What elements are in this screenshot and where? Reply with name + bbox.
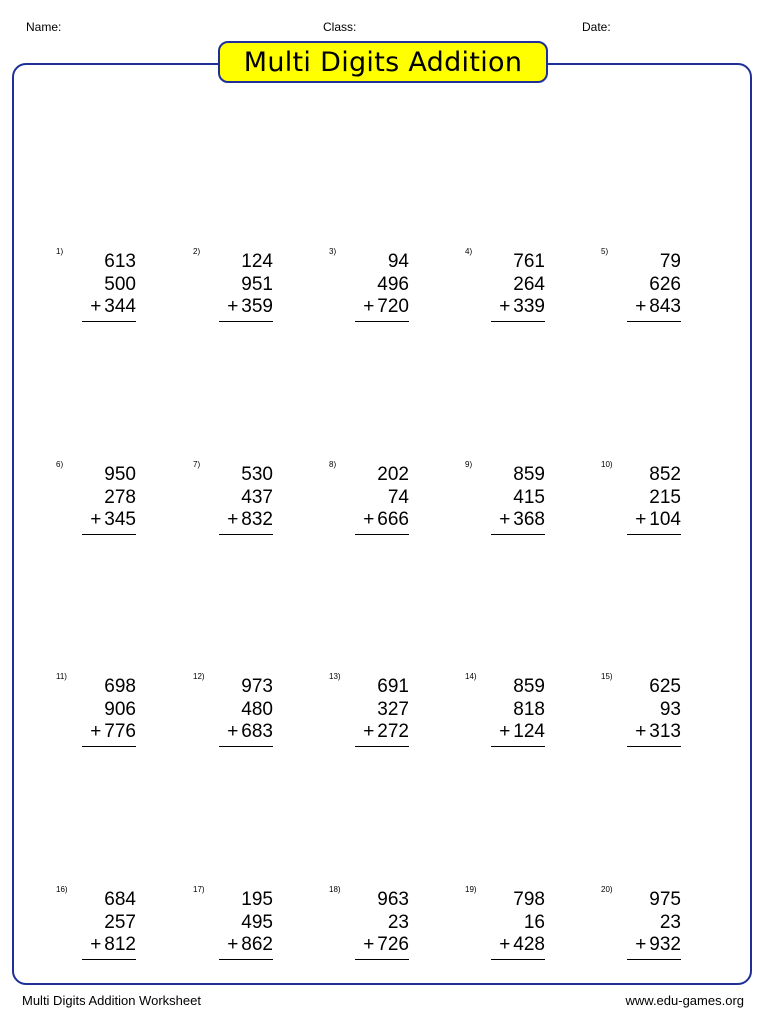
addend-3: 345 (104, 509, 136, 530)
addend-1: 859 (513, 464, 545, 485)
answer-line (82, 321, 136, 322)
addend-3-row (363, 509, 409, 531)
addend-2: 215 (649, 487, 681, 508)
addend-3: 272 (377, 721, 409, 742)
problem-20 (601, 885, 681, 961)
problem-10 (601, 460, 681, 536)
answer-line (82, 959, 136, 960)
addend-1: 79 (659, 251, 681, 272)
addend-2: 951 (241, 274, 273, 295)
answer-line (219, 534, 273, 535)
addend-1: 613 (104, 251, 136, 272)
addend-3: 843 (649, 296, 681, 317)
plus-sign: + (499, 934, 511, 955)
answer-line (355, 959, 409, 960)
addend-3-row (635, 296, 681, 318)
addend-1: 530 (241, 464, 273, 485)
plus-sign: + (363, 721, 375, 742)
addend-3: 359 (241, 296, 273, 317)
problem-17 (193, 885, 273, 961)
plus-sign: + (635, 934, 647, 955)
problem-8 (329, 460, 409, 536)
addend-3-row (635, 509, 681, 531)
addend-3-row (635, 934, 681, 956)
plus-sign: + (499, 296, 511, 317)
addend-3: 344 (104, 296, 136, 317)
answer-line (491, 534, 545, 535)
problem-number: 20) (601, 885, 613, 894)
addend-3: 428 (513, 934, 545, 955)
answer-line (491, 746, 545, 747)
addend-3-row (227, 934, 273, 956)
problem-number: 5) (601, 247, 609, 256)
addend-1: 698 (104, 676, 136, 697)
plus-sign: + (363, 509, 375, 530)
answer-line (491, 959, 545, 960)
answer-line (627, 746, 681, 747)
problem-14 (465, 672, 545, 748)
problem-number: 18) (329, 885, 341, 894)
answer-line (82, 746, 136, 747)
problem-number: 4) (465, 247, 473, 256)
addend-3-row (90, 296, 136, 318)
answer-line (491, 321, 545, 322)
problem-number: 19) (465, 885, 477, 894)
date-label: Date: (582, 20, 611, 34)
plus-sign: + (90, 721, 102, 742)
addend-3: 832 (241, 509, 273, 530)
plus-sign: + (227, 509, 239, 530)
answer-line (627, 959, 681, 960)
plus-sign: + (499, 721, 511, 742)
addend-1: 625 (649, 676, 681, 697)
addend-2: 500 (104, 274, 136, 295)
plus-sign: + (227, 934, 239, 955)
addend-1: 202 (377, 464, 409, 485)
addend-3: 720 (377, 296, 409, 317)
plus-sign: + (635, 296, 647, 317)
problem-number: 14) (465, 672, 477, 681)
problem-number: 2) (193, 247, 201, 256)
problem-4 (465, 247, 545, 323)
footer-website: www.edu-games.org (625, 993, 744, 1008)
addend-3: 666 (377, 509, 409, 530)
problem-number: 3) (329, 247, 337, 256)
addend-3-row (227, 509, 273, 531)
addend-3: 683 (241, 721, 273, 742)
plus-sign: + (90, 296, 102, 317)
answer-line (355, 746, 409, 747)
addend-1: 124 (241, 251, 273, 272)
addend-3: 313 (649, 721, 681, 742)
addend-1: 798 (513, 889, 545, 910)
problem-2 (193, 247, 273, 323)
addend-2: 327 (377, 699, 409, 720)
problem-13 (329, 672, 409, 748)
addend-1: 859 (513, 676, 545, 697)
answer-line (219, 746, 273, 747)
addend-2: 16 (523, 912, 545, 933)
addend-2: 278 (104, 487, 136, 508)
addend-3: 862 (241, 934, 273, 955)
plus-sign: + (227, 721, 239, 742)
problem-number: 10) (601, 460, 613, 469)
problem-number: 12) (193, 672, 205, 681)
class-label: Class: (323, 20, 357, 34)
addend-1: 684 (104, 889, 136, 910)
addend-1: 195 (241, 889, 273, 910)
worksheet-title: Multi Digits Addition (218, 41, 548, 83)
addend-3-row (90, 509, 136, 531)
problem-number: 6) (56, 460, 64, 469)
addend-1: 691 (377, 676, 409, 697)
addend-3: 726 (377, 934, 409, 955)
problem-3 (329, 247, 409, 323)
addend-1: 761 (513, 251, 545, 272)
addend-3: 812 (104, 934, 136, 955)
problem-number: 1) (56, 247, 64, 256)
problem-number: 13) (329, 672, 341, 681)
addend-1: 852 (649, 464, 681, 485)
addend-2: 906 (104, 699, 136, 720)
addend-2: 74 (387, 487, 409, 508)
addend-2: 93 (659, 699, 681, 720)
addend-2: 495 (241, 912, 273, 933)
addend-3: 776 (104, 721, 136, 742)
addend-2: 480 (241, 699, 273, 720)
addend-3-row (499, 296, 545, 318)
plus-sign: + (90, 934, 102, 955)
problem-16 (56, 885, 136, 961)
addend-2: 626 (649, 274, 681, 295)
problem-number: 9) (465, 460, 473, 469)
addend-3: 104 (649, 509, 681, 530)
name-label: Name: (26, 20, 62, 34)
plus-sign: + (635, 721, 647, 742)
answer-line (82, 534, 136, 535)
addend-3-row (499, 509, 545, 531)
problem-6 (56, 460, 136, 536)
addend-3-row (499, 934, 545, 956)
problem-12 (193, 672, 273, 748)
plus-sign: + (499, 509, 511, 530)
addend-1: 973 (241, 676, 273, 697)
addend-3-row (363, 934, 409, 956)
problem-number: 11) (56, 672, 67, 681)
addend-3: 339 (513, 296, 545, 317)
plus-sign: + (363, 934, 375, 955)
addend-2: 257 (104, 912, 136, 933)
answer-line (219, 959, 273, 960)
addend-3-row (90, 721, 136, 743)
answer-line (355, 534, 409, 535)
problem-9 (465, 460, 545, 536)
addend-3: 124 (513, 721, 545, 742)
plus-sign: + (635, 509, 647, 530)
addend-1: 950 (104, 464, 136, 485)
problem-18 (329, 885, 409, 961)
addend-3-row (499, 721, 545, 743)
addend-3: 368 (513, 509, 545, 530)
answer-line (355, 321, 409, 322)
problem-15 (601, 672, 681, 748)
problem-number: 15) (601, 672, 613, 681)
answer-line (627, 321, 681, 322)
problem-7 (193, 460, 273, 536)
addend-2: 23 (659, 912, 681, 933)
addend-3-row (363, 296, 409, 318)
addend-2: 415 (513, 487, 545, 508)
problem-number: 7) (193, 460, 201, 469)
answer-line (627, 534, 681, 535)
addend-1: 963 (377, 889, 409, 910)
problem-11 (56, 672, 136, 748)
addend-1: 94 (387, 251, 409, 272)
addend-3-row (227, 721, 273, 743)
addend-2: 23 (387, 912, 409, 933)
addend-3-row (227, 296, 273, 318)
addend-2: 437 (241, 487, 273, 508)
problem-number: 17) (193, 885, 205, 894)
answer-line (219, 321, 273, 322)
addend-2: 818 (513, 699, 545, 720)
addend-2: 264 (513, 274, 545, 295)
addend-3: 932 (649, 934, 681, 955)
problem-5 (601, 247, 681, 323)
addend-3-row (635, 721, 681, 743)
problem-1 (56, 247, 136, 323)
addend-3-row (363, 721, 409, 743)
problem-number: 8) (329, 460, 337, 469)
addend-3-row (90, 934, 136, 956)
addend-2: 496 (377, 274, 409, 295)
problem-number: 16) (56, 885, 68, 894)
problem-19 (465, 885, 545, 961)
plus-sign: + (363, 296, 375, 317)
addend-1: 975 (649, 889, 681, 910)
footer-title: Multi Digits Addition Worksheet (22, 993, 201, 1008)
plus-sign: + (90, 509, 102, 530)
plus-sign: + (227, 296, 239, 317)
